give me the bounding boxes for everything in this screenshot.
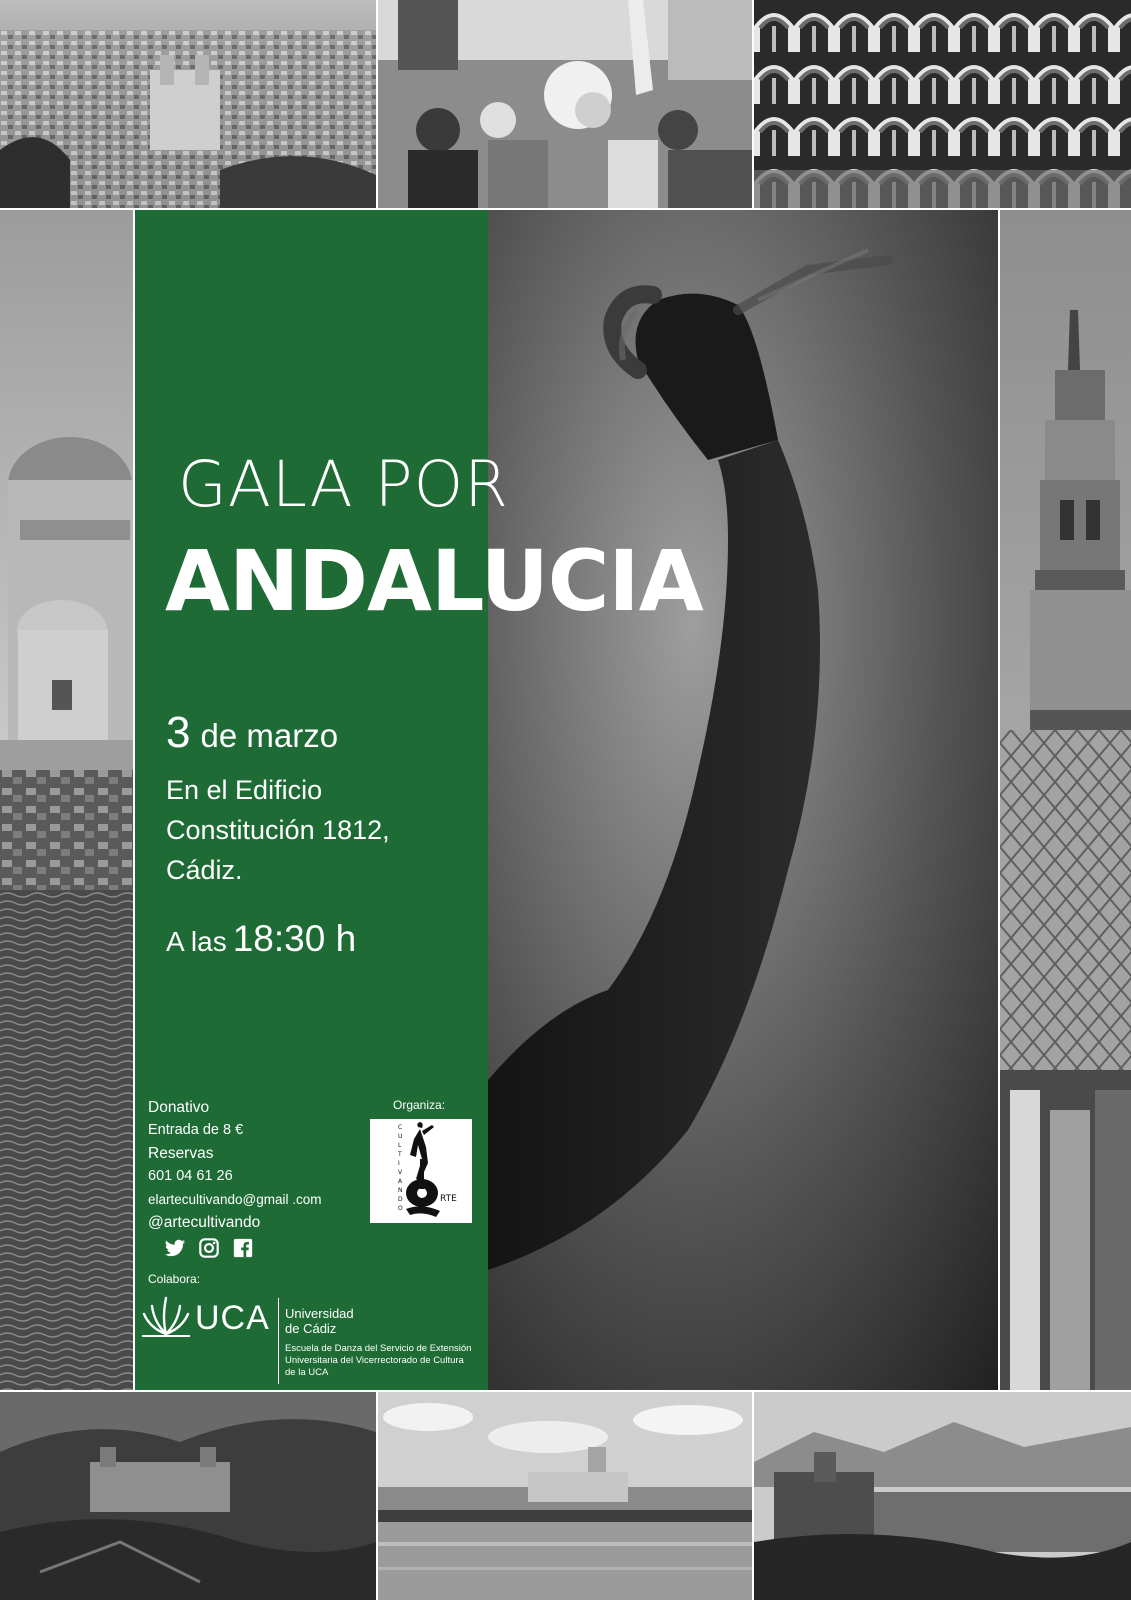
- venue-line-2: Constitución 1812,: [166, 815, 390, 845]
- instagram-icon[interactable]: [198, 1237, 220, 1259]
- email-address[interactable]: elartecultivando@gmail .com: [148, 1192, 322, 1207]
- photo-cathedral-seafront: [0, 210, 133, 1390]
- organizer-logo: [370, 1119, 472, 1223]
- entrada-price: Entrada de 8 €: [148, 1122, 244, 1138]
- svg-text:T: T: [398, 1151, 402, 1158]
- uca-department-line-1: Escuela de Danza del Servicio de Extensión: [285, 1343, 472, 1354]
- event-day: 3: [166, 708, 191, 757]
- organizer-label: Organiza:: [393, 1098, 446, 1112]
- uca-name-line-1: Universidad: [285, 1306, 354, 1321]
- ticket-info: [148, 1096, 380, 1234]
- facebook-icon[interactable]: [232, 1237, 254, 1259]
- uca-divider: [278, 1298, 279, 1384]
- event-venue: [166, 770, 486, 890]
- svg-text:V: V: [398, 1169, 403, 1176]
- photo-alhambra-mountains: [754, 1392, 1131, 1600]
- photo-riverside-town: [378, 1392, 752, 1600]
- uca-name: [285, 1306, 395, 1336]
- photo-giralda-tower: [1000, 210, 1131, 1390]
- photo-flamenco-arm: [488, 210, 998, 1390]
- svg-text:U: U: [398, 1133, 403, 1140]
- svg-text:RTE: RTE: [440, 1194, 457, 1204]
- title-line-2: ANDALUCIA: [165, 532, 703, 630]
- uca-department-line-2: Universitaria del Vicerrectorado de Cultura: [285, 1355, 464, 1366]
- uca-acronym: UCA: [195, 1299, 270, 1337]
- social-handle[interactable]: @artecultivando: [148, 1214, 261, 1231]
- time-value: 18:30 h: [232, 918, 357, 959]
- social-icons: [164, 1237, 254, 1259]
- time-prefix: A las: [166, 926, 227, 957]
- svg-text:L: L: [398, 1142, 402, 1149]
- svg-text:I: I: [398, 1160, 400, 1167]
- title-line-1: GALA POR: [178, 448, 509, 521]
- photo-alcazaba-hill: [0, 1392, 376, 1600]
- twitter-icon[interactable]: [164, 1237, 186, 1259]
- svg-text:N: N: [398, 1187, 403, 1194]
- uca-emblem-icon: [140, 1294, 192, 1338]
- venue-line-1: En el Edificio: [166, 775, 323, 805]
- event-date: [166, 708, 338, 758]
- donativo-label: Donativo: [148, 1099, 210, 1116]
- svg-text:A: A: [398, 1178, 403, 1185]
- uca-name-line-2: de Cádiz: [285, 1321, 337, 1336]
- reservas-label: Reservas: [148, 1145, 214, 1162]
- venue-line-3: Cádiz.: [166, 855, 243, 885]
- uca-department: [285, 1343, 485, 1379]
- photo-festival-crowd: [378, 0, 752, 208]
- photo-mosque-arches: [754, 0, 1131, 208]
- event-time: [166, 918, 356, 960]
- photo-town-cathedral: [0, 0, 376, 208]
- svg-text:D: D: [398, 1196, 403, 1203]
- uca-department-line-3: de la UCA: [285, 1367, 329, 1378]
- sponsor-label: Colabora:: [148, 1272, 201, 1286]
- svg-text:C: C: [398, 1124, 403, 1131]
- svg-text:O: O: [398, 1205, 403, 1212]
- phone-number[interactable]: 601 04 61 26: [148, 1168, 233, 1184]
- event-month: de marzo: [200, 717, 339, 754]
